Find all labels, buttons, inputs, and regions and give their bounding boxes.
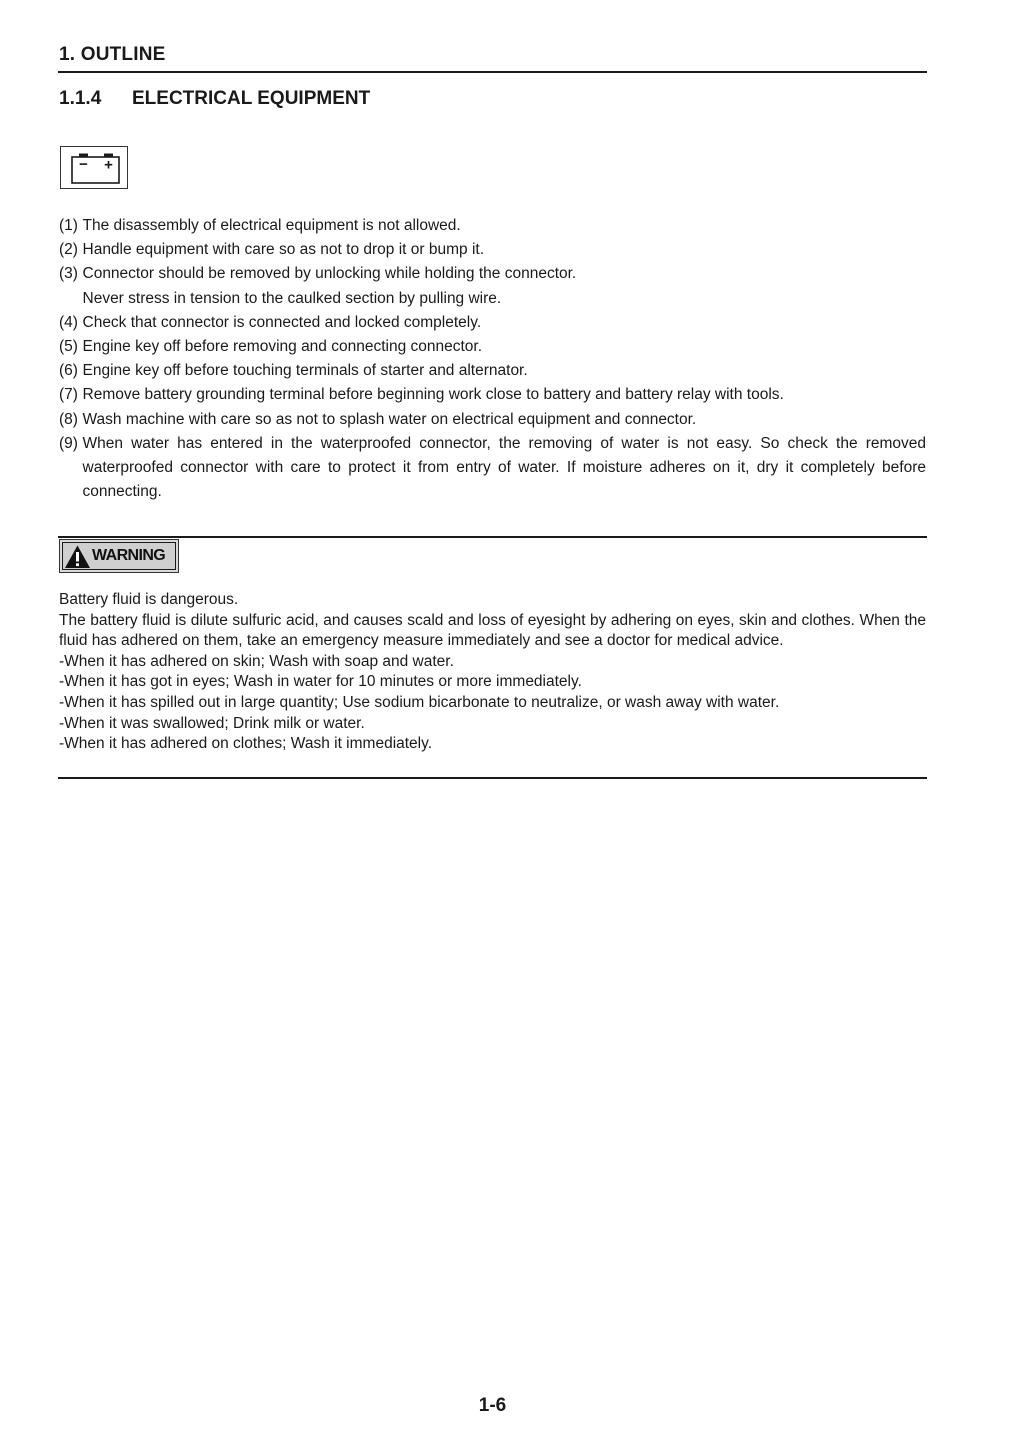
instruction-item xyxy=(59,432,926,505)
instruction-line: Connector should be removed by unlocking while holding the connector. xyxy=(82,265,577,283)
instruction-text xyxy=(83,214,927,238)
instruction-list xyxy=(59,214,926,504)
warning-badge-inner xyxy=(62,542,176,570)
warning-paragraph: Battery fluid is dangerous. xyxy=(59,591,239,608)
instruction-text xyxy=(83,335,927,359)
instruction-item xyxy=(59,383,926,407)
instruction-item xyxy=(59,408,926,432)
warning-triangle-icon xyxy=(64,544,91,569)
chapter-divider xyxy=(58,71,927,73)
instruction-marker: (3) xyxy=(59,265,78,283)
battery-icon-box xyxy=(60,146,128,189)
instruction-item xyxy=(59,335,926,359)
instruction-text xyxy=(83,238,927,262)
instruction-marker: (2) xyxy=(59,241,78,259)
instruction-line: When water has entered in the waterproofed connector, the removing of water is not easy. So check the removed waterproofed connector with care to protect it from entry of water. If moisture adheres on it, dry it completely before connecting. xyxy=(82,434,926,501)
instruction-item xyxy=(59,359,926,383)
warning-paragraph: -When it has spilled out in large quantity; Use sodium bicarbonate to neutralize, or wash away with water. xyxy=(59,693,780,711)
instruction-text xyxy=(83,262,927,310)
instruction-marker: (5) xyxy=(59,338,78,356)
battery-plus-symbol: + xyxy=(104,156,113,174)
instruction-line: Engine key off before removing and connecting connector. xyxy=(82,338,483,356)
section-title: ELECTRICAL EQUIPMENT xyxy=(132,88,371,109)
warning-content xyxy=(59,590,926,755)
instruction-line: Engine key off before touching terminals of starter and alternator. xyxy=(82,362,528,380)
warning-paragraph: -When it has got in eyes; Wash in water for 10 minutes or more immediately. xyxy=(59,673,582,691)
instruction-text xyxy=(83,311,927,335)
warning-top-divider xyxy=(58,536,927,538)
instruction-text xyxy=(83,408,927,432)
instruction-marker: (1) xyxy=(59,217,78,234)
instruction-line: Handle equipment with care so as not to drop it or bump it. xyxy=(82,241,484,259)
instruction-line: The disassembly of electrical equipment is not allowed. xyxy=(82,217,461,234)
instruction-item xyxy=(59,262,926,310)
battery-minus-symbol: − xyxy=(79,156,88,173)
section-number: 1.1.4 xyxy=(59,88,102,109)
instruction-line: Check that connector is connected and locked completely. xyxy=(82,313,482,331)
page-number: 1-6 xyxy=(478,1395,507,1416)
section-heading xyxy=(59,88,370,110)
warning-badge xyxy=(59,539,179,573)
instruction-marker: (7) xyxy=(59,386,78,404)
warning-paragraph: -When it has adhered on clothes; Wash it immediately. xyxy=(59,735,433,753)
warning-bottom-divider xyxy=(58,777,927,779)
chapter-title: 1. OUTLINE xyxy=(59,44,166,65)
instruction-marker: (9) xyxy=(59,434,78,452)
instruction-line: Remove battery grounding terminal before beginning work close to battery and battery relay with tools. xyxy=(82,386,784,404)
instruction-line: Never stress in tension to the caulked section by pulling wire. xyxy=(82,289,502,307)
instruction-text xyxy=(83,432,927,505)
instruction-marker: (4) xyxy=(59,313,78,331)
battery-icon xyxy=(61,147,129,190)
instruction-marker: (6) xyxy=(59,362,78,380)
instruction-text xyxy=(83,359,927,383)
warning-paragraph: -When it was swallowed; Drink milk or water. xyxy=(59,714,365,732)
warning-paragraph: -When it has adhered on skin; Wash with soap and water. xyxy=(59,652,454,670)
instruction-item xyxy=(59,214,926,238)
instruction-text xyxy=(83,383,927,407)
instruction-item xyxy=(59,311,926,335)
instruction-item xyxy=(59,238,926,262)
warning-label: WARNING xyxy=(92,547,166,564)
instruction-marker: (8) xyxy=(59,410,78,428)
warning-paragraph: The battery fluid is dilute sulfuric acid, and causes scald and loss of eyesight by adhering on eyes, skin and clothes. When the fluid has adhered on them, take an emergency measure immediately and see a doctor for medical advice. xyxy=(59,611,926,650)
instruction-line: Wash machine with care so as not to splash water on electrical equipment and connector. xyxy=(82,410,697,428)
